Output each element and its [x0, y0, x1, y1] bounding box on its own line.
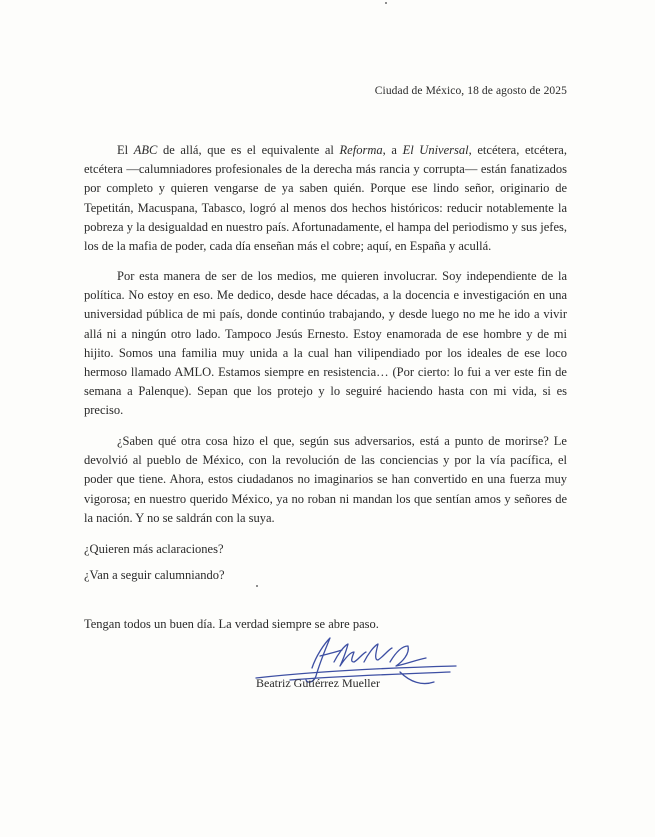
date-line: Ciudad de México, 18 de agosto de 2025 [374, 85, 567, 97]
scan-speck [256, 585, 258, 587]
paragraph-1-text-c: , a [382, 143, 403, 157]
paragraph-1-text-d: , etcétera, etcétera, etcétera —calumniadores profesionales de la derecha más rancia y corrupta— están fanatizados por completo y quieren vengarse de ya saben quién. Porque ese lindo señor, originario de Tepetitán, Macuspana, Tabasco, logró al menos dos hechos históricos: reducir notablemente la pobreza y la desigualdad en nuestro país. Afortunadamente, el hampa del periodismo y sus jefes, los de la mafia de poder, cada día enseñan más el cobre; aquí, en España y acullá. [84, 143, 567, 254]
paragraph-2: Por esta manera de ser de los medios, me quieren involucrar. Soy independiente de la política. No estoy en eso. Me dedico, desde hace décadas, a la docencia e investigación en una universidad pública de mi país, donde continúo trabajando, y desde luego no me he ido a vivir allá ni a ningún otro lado. Tampoco Jesús Ernesto. Estoy enamorada de ese hombre y de mi hijito. Somos una familia muy unida a la cual han vilipendiado por los ideales de ese loco hermoso llamado AMLO. Estamos siempre en resistencia… (Por cierto: lo fui a ver este fin de semana a Palenque). Sepan que los protejo y lo seguiré haciendo hasta con mi vida, si es preciso. [84, 269, 567, 418]
paragraph-1-text-b: de allá, que es el equivalente al [157, 143, 340, 157]
question-2: ¿Van a seguir calumniando? [84, 568, 225, 582]
closing-line: Tengan todos un buen día. La verdad siempre se abre paso. [84, 617, 379, 631]
signature-name: Beatriz Gutiérrez Mueller [256, 676, 380, 690]
paragraph-3: ¿Saben qué otra cosa hizo el que, según sus adversarios, está a punto de morirse? Le devolvió al pueblo de México, con la revolución de las conciencias y por la vía pacífica, el poder que tiene. Ahora, estos ciudadanos no imaginarios se han convertido en una fuerza muy vigorosa; en nuestro querido México, ya no roban ni mandan los que sentían amos y señores de la nación. Y no se saldrán con la suya. [84, 434, 567, 525]
paragraph-1 [84, 141, 567, 256]
newspaper-el-universal: El Universal [402, 143, 469, 157]
question-1: ¿Quieren más aclaraciones? [84, 542, 224, 556]
newspaper-reforma: Reforma [339, 143, 383, 157]
scan-speck [385, 2, 387, 4]
paragraph-1-text-a: El [117, 143, 134, 157]
newspaper-abc: ABC [133, 143, 158, 157]
